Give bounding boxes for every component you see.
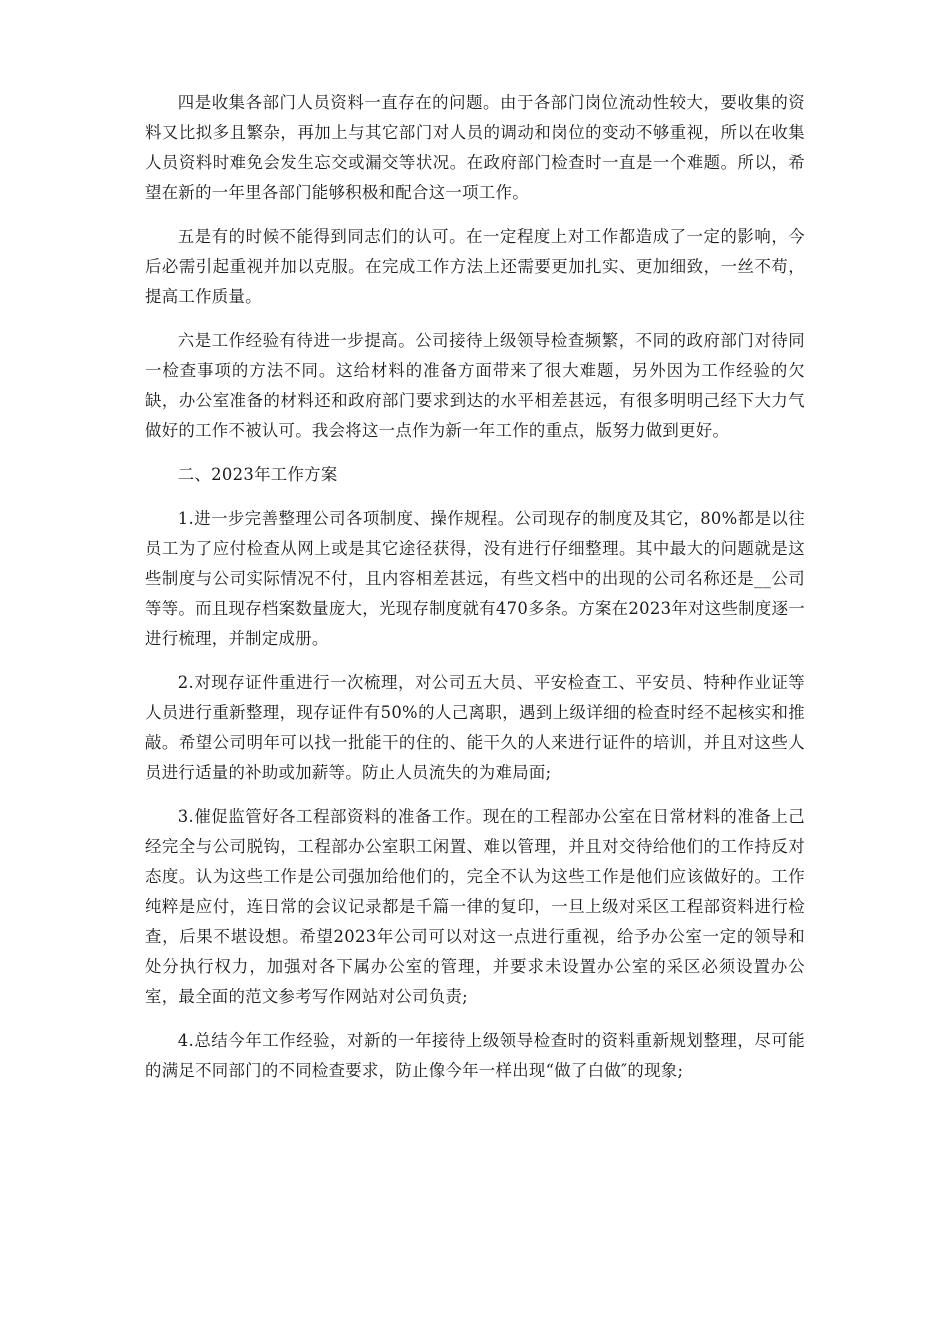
plan-item-2: 2.对现存证件重进行一次梳理，对公司五大员、平安检查工、平安员、特种作业证等人员进行重新整理，现存证件有50%的人己离职，遇到上级详细的检查时经不起核实和推敲。希望公司明年可以找一批能干的住的、能干久的人来进行证件的培训，并且对这些人员进行适量的补助或加薪等。防止人员流失的为难局面; [145,673,805,782]
plan-item-4: 4.总结今年工作经验，对新的一年接待上级领导检查时的资料重新规划整理，尽可能的满足不同部门的不同检查要求，防止像今年一样出现“做了白做″的现象; [145,1031,805,1080]
section-heading: 二、2023年工作方案 [177,465,338,484]
paragraph-problem-5: 五是有的时候不能得到同志们的认可。在一定程度上对工作都造成了一定的影响，今后必需引起重视并加以克服。在完成工作方法上还需要更加扎实、更加细致，一丝不苟，提高工作质量。 [145,227,805,306]
document-page [145,88,805,1100]
plan-item-1: 1.进一步完善整理公司各项制度、操作规程。公司现存的制度及其它，80%都是以往员工为了应付检查从网上或是其它途径获得，没有进行仔细整理。其中最大的问题就是这些制度与公司实际情况不付，且内容相差甚远，有些文档中的出现的公司名称还是__公司等等。而且现存档案数量庞大，光现存制度就有470多条。方案在2023年对这些制度逐一进行梳理，并制定成册。 [145,509,805,648]
paragraph-problem-4: 四是收集各部门人员资料一直存在的问题。由于各部门岗位流动性较大，要收集的资料又比拟多且繁杂，再加上与其它部门对人员的调动和岗位的变动不够重视，所以在收集人员资料时难免会发生忘交或漏交等状况。在政府部门检查时一直是一个难题。所以，希望在新的一年里各部门能够积极和配合这一项工作。 [145,93,805,202]
paragraph-problem-6: 六是工作经验有待进一步提高。公司接待上级领导检查频繁，不同的政府部门对待同一检查事项的方法不同。这给材料的准备方面带来了很大难题，另外因为工作经验的欠缺，办公室准备的材料还和政府部门要求到达的水平相差甚远，有很多明明己经下大力气做好的工作不被认可。我会将这一点作为新一年工作的重点，版努力做到更好。 [145,331,805,440]
plan-item-3: 3.催促监管好各工程部资料的准备工作。现在的工程部办公室在日常材料的准备上己经完全与公司脱钩，工程部办公室职工闲置、难以管理，并且对交待给他们的工作持反对态度。认为这些工作是公司强加给他们的，完全不认为这些工作是他们应该做好的。工作纯粹是应付，连日常的会议记录都是千篇一律的复印，一旦上级对采区工程部资料进行检查，后果不堪设想。希望2023年公司可以对这一点进行重视，给予办公室一定的领导和处分执行权力，加强对各下属办公室的管理，并要求未设置办公室的采区必须设置办公室，最全面的范文参考写作网站对公司负责; [145,807,805,1006]
